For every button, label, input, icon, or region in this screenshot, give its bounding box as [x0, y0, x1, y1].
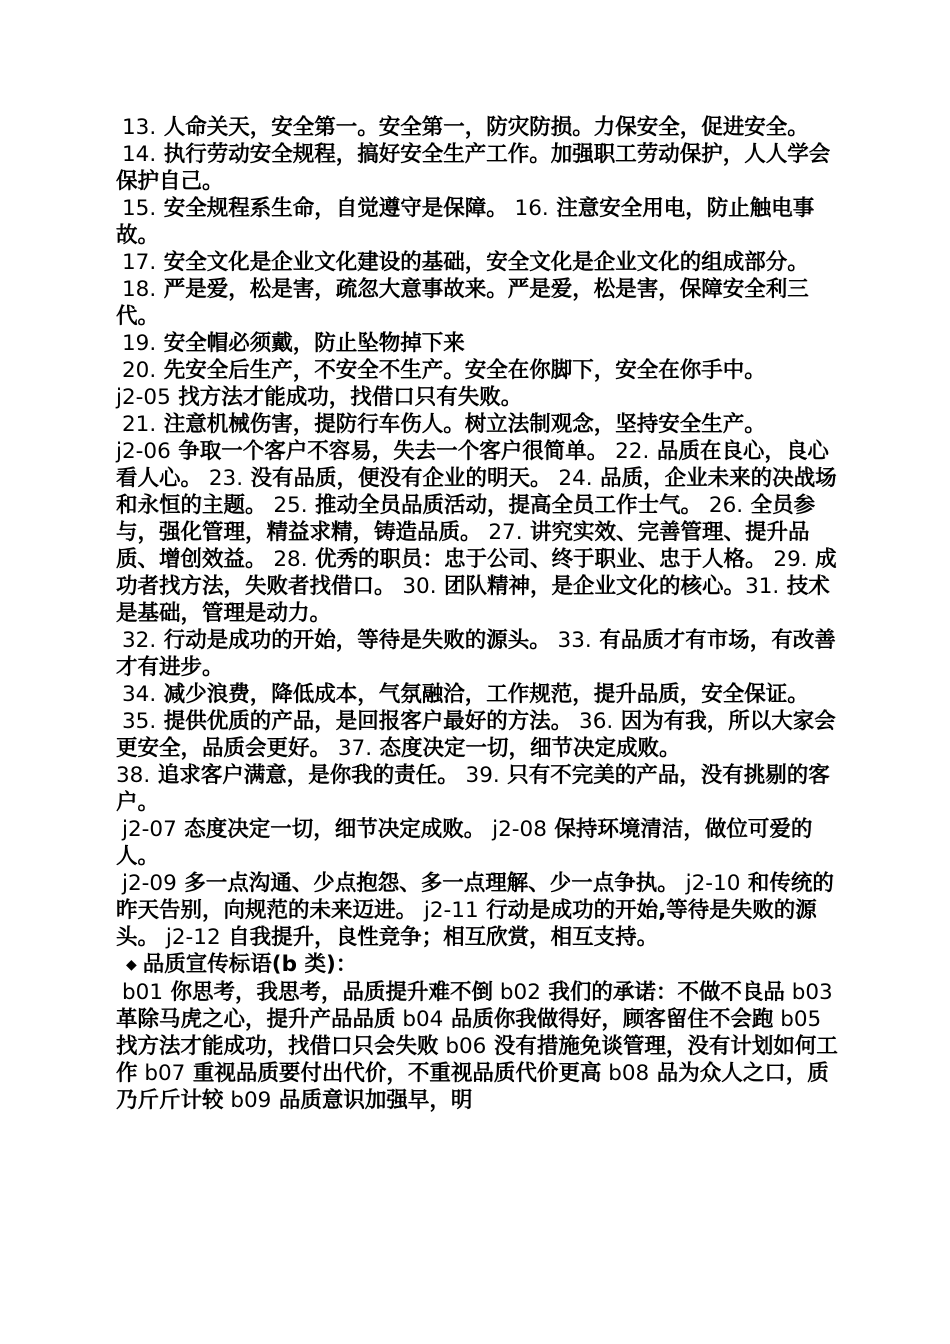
slogan-number: b05	[773, 1007, 822, 1032]
slogan-number: b08	[601, 1061, 650, 1086]
slogan-text: 安全帽必须戴，防止坠物掉下来	[163, 331, 465, 356]
slogan-number: 22.	[608, 439, 650, 464]
slogan-number: j2-06	[116, 439, 171, 464]
slogan-text: 先安全后生产，不安全不生产。安全在你脚下，安全在你手中。	[163, 358, 766, 383]
slogan-number: 24.	[551, 466, 593, 491]
slogan-text: 没有品质，便没有企业的明天。	[250, 466, 552, 491]
slogan-number: b03	[784, 980, 833, 1005]
slogan-text: 态度决定一切，细节决定成败。	[379, 736, 681, 761]
slogan-number: 31.	[745, 574, 780, 599]
slogan-text: 没有措施免谈管理，没有计划如何工作	[116, 1034, 838, 1086]
slogan-text: 和传统的昨天告别，向规范的未来迈进。	[116, 871, 834, 923]
slogan-number: 35.	[122, 709, 157, 734]
slogan-number: 26.	[702, 493, 744, 518]
slogan-text: 技术是基础，管理是动力。	[116, 574, 830, 626]
slogan-paragraph	[116, 276, 844, 330]
slogan-text: 品质意识加强早，明	[278, 1088, 473, 1113]
slogan-number: b09	[223, 1088, 272, 1113]
slogan-number: 19.	[122, 331, 157, 356]
slogan-paragraphs	[116, 114, 844, 951]
slogan-text: 自我提升，良性竞争；相互欣赏，相互支持。	[228, 925, 659, 950]
slogan-paragraph	[116, 438, 844, 627]
slogan-text: 只有不完美的产品，没有挑剔的客户。	[116, 763, 830, 815]
slogan-text: 找方法才能成功，找借口只有失败。	[178, 385, 523, 410]
slogan-number: 34.	[122, 682, 157, 707]
slogan-text: 重视品质要付出代价，不重视品质代价更高	[192, 1061, 602, 1086]
slogan-text: 注意机械伤害，提防行车伤人。树立法制观念，坚持安全生产。	[163, 412, 766, 437]
slogan-text: 安全文化是企业文化建设的基础，安全文化是企业文化的组成部分。	[163, 250, 809, 275]
slogan-number: 37.	[331, 736, 373, 761]
slogan-number: 30.	[395, 574, 437, 599]
slogan-number: 14.	[122, 142, 157, 167]
slogan-number: b04	[395, 1007, 444, 1032]
slogan-number: b01	[122, 980, 164, 1005]
slogan-number: j2-05	[116, 385, 171, 410]
slogan-text: 有品质才有市场，有改善才有进步。	[116, 628, 836, 680]
slogan-number: 28.	[266, 547, 308, 572]
slogan-paragraph	[116, 195, 844, 249]
slogan-number: 32.	[122, 628, 157, 653]
diamond-bullet-icon: ◆	[126, 957, 137, 973]
slogan-text: 讲究实效、完善管理、提升品质、增创效益。	[116, 520, 810, 572]
slogan-text: 全员参与，强化管理，精益求精，铸造品质。	[116, 493, 816, 545]
slogan-number: b07	[137, 1061, 186, 1086]
slogan-number: 29.	[766, 547, 808, 572]
slogan-paragraph	[116, 141, 844, 195]
slogan-text: 品为众人之口，质乃斤斤计较	[116, 1061, 829, 1113]
slogan-text: 成功者找方法，失败者找借口。	[116, 547, 837, 599]
slogan-text: 你思考，我思考，品质提升难不倒	[170, 980, 494, 1005]
slogan-number: 17.	[122, 250, 157, 275]
slogan-number: b02	[493, 980, 541, 1005]
slogan-paragraph	[116, 870, 844, 951]
slogan-text: 严是爱，松是害，疏忽大意事故来。严是爱，松是害，保障安全利三代。	[116, 277, 809, 329]
slogan-number: b06	[438, 1034, 487, 1059]
slogan-paragraph	[116, 330, 844, 357]
slogan-paragraph	[116, 411, 844, 438]
slogan-paragraph	[116, 114, 844, 141]
slogan-number: 36.	[572, 709, 614, 734]
slogan-number: 38.	[116, 763, 151, 788]
slogan-text: 保持环境清洁，做位可爱的人。	[116, 817, 813, 869]
slogan-text: 品质，企业未来的决战场和永恒的主题。	[116, 466, 837, 518]
slogan-text: 推动全员品质活动，提高全员工作士气。	[315, 493, 703, 518]
slogan-paragraph	[116, 762, 844, 816]
section-heading	[116, 951, 844, 979]
slogan-text: 减少浪费，降低成本，气氛融洽，工作规范，提升品质，安全保证。	[163, 682, 809, 707]
slogan-text: 执行劳动安全规程，搞好安全生产工作。加强职工劳动保护，人人学会保护自己。	[116, 142, 831, 194]
slogan-paragraph	[116, 627, 844, 681]
slogan-paragraph	[116, 816, 844, 870]
slogan-number: j2-11	[417, 898, 479, 923]
slogan-paragraph	[116, 681, 844, 708]
slogan-text: 品质在良心，良心看人心。	[116, 439, 829, 491]
slogan-text: 提供优质的产品，是回报客户最好的方法。	[163, 709, 573, 734]
slogan-text: 态度决定一切，细节决定成败。	[184, 817, 486, 842]
slogan-text: 行动是成功的开始，等待是失败的源头。	[163, 628, 551, 653]
slogan-number: 33.	[550, 628, 592, 653]
slogan-paragraph	[116, 708, 844, 762]
slogan-number: 15.	[122, 196, 157, 221]
slogan-text: 行动是成功的开始,等待是失败的源头。	[116, 898, 817, 950]
slogan-number: 13.	[122, 115, 157, 140]
slogan-number: 16.	[507, 196, 549, 221]
slogan-text: 找方法才能成功，找借口只会失败	[116, 1034, 439, 1059]
slogan-number: 23.	[202, 466, 244, 491]
slogan-text: 团队精神，是企业文化的核心。	[444, 574, 746, 599]
slogan-paragraph	[116, 384, 844, 411]
slogan-number: j2-07	[122, 817, 177, 842]
slogan-number: j2-08	[485, 817, 547, 842]
slogan-number: j2-12	[159, 925, 221, 950]
slogan-text: 争取一个客户不容易，失去一个客户很简单。	[178, 439, 609, 464]
slogan-text: 优秀的职员：忠于公司、终于职业、忠于人格。	[315, 547, 767, 572]
slogan-number: j2-10	[678, 871, 741, 896]
slogan-number: 27.	[481, 520, 523, 545]
slogan-text: 注意安全用电，防止触电事故。	[116, 196, 815, 248]
slogan-number: j2-09	[122, 871, 177, 896]
slogan-text: 多一点沟通、少点抱怨、多一点理解、少一点争执。	[184, 871, 679, 896]
slogan-text: 革除马虎之心，提升产品品质	[116, 1007, 396, 1032]
slogan-number: 39.	[458, 763, 500, 788]
slogan-number: 20.	[122, 358, 157, 383]
slogan-text: 我们的承诺：不做不良品	[548, 980, 785, 1005]
slogan-number: 25.	[266, 493, 308, 518]
section-title: 品质宣传标语(b 类)：	[142, 952, 358, 977]
slogan-text: 人命关天，安全第一。安全第一，防灾防损。力保安全，促进安全。	[163, 115, 809, 140]
slogan-number: 18.	[122, 277, 157, 302]
b-slogan-paragraph	[116, 979, 844, 1114]
slogan-text: 追求客户满意，是你我的责任。	[157, 763, 459, 788]
slogan-number: 21.	[122, 412, 157, 437]
slogan-text: 安全规程系生命，自觉遵守是保障。	[163, 196, 508, 221]
document-body	[116, 114, 844, 1114]
slogan-paragraph	[116, 249, 844, 276]
slogan-text: 品质你我做得好，顾客留住不会跑	[450, 1007, 774, 1032]
slogan-text: 因为有我，所以大家会更安全，品质会更好。	[116, 709, 836, 761]
slogan-paragraph	[116, 357, 844, 384]
